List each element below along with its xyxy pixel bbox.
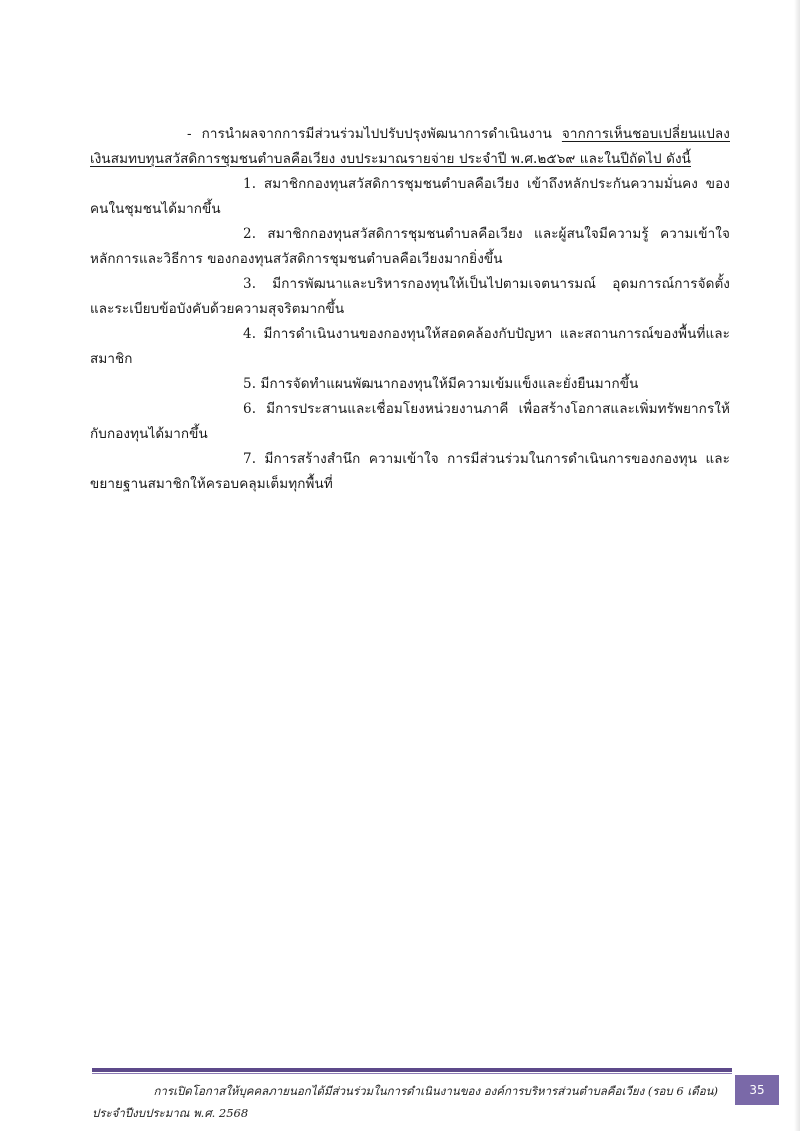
list-item-7: 7. มีการสร้างสำนึก ความเข้าใจ การมีส่วนร่วมในการดำเนินการของกองทุน และขยายฐานสมาชิกให้ครอบคลุมเต็มทุกพื้นที่ — [90, 451, 730, 492]
footer-title: การเปิดโอกาสให้บุคคลภายนอกได้มีส่วนร่วมในการดำเนินงานของ องค์การบริหารส่วนตำบลคือเวียง (รอบ 6 เดือน) — [153, 1084, 718, 1098]
page-number-badge — [735, 1075, 779, 1105]
intro-lead: - การนำผลจากการมีส่วนร่วมไปปรับปรุงพัฒนาการดำเนินงาน — [187, 126, 562, 142]
footer-divider — [92, 1068, 732, 1072]
list-item-1: 1. สมาชิกกองทุนสวัสดิการชุมชนตำบลคือเวียง เข้าถึงหลักประกันความมั่นคง ของคนในชุมชนได้มากขึ้น — [90, 176, 730, 217]
footer — [92, 1080, 718, 1124]
footer-divider-thin — [92, 1073, 732, 1074]
footer-fiscal-year: ประจำปีงบประมาณ พ.ศ. 2568 — [92, 1106, 249, 1120]
intro-paragraph — [90, 122, 730, 172]
list-item-2: 2. สมาชิกกองทุนสวัสดิการชุมชนตำบลคือเวียง และผู้สนใจมีความรู้ ความเข้าใจ หลักการและวิธีการ ของกองทุนสวัสดิการชุมชนตำบลคือเวียงมากยิ่งขึ้น — [90, 226, 730, 267]
page-number: 35 — [749, 1083, 765, 1097]
document-body — [90, 122, 730, 497]
intro-underlined: จากการเห็นชอบเปลี่ยนแปลงเงินสมทบทุนสวัสดิการชุมชนตำบลคือเวียง งบประมาณรายจ่าย ประจำปี พ.ศ.๒๕๖๙ และในปีถัดไป ดังนี้ — [90, 126, 730, 167]
page-edge-shadow — [794, 0, 800, 1131]
list-item-6: 6. มีการประสานและเชื่อมโยงหน่วยงานภาคี เพื่อสร้างโอกาสและเพิ่มทรัพยากรให้กับกองทุนได้มากขึ้น — [90, 401, 730, 442]
list-item-5: 5. มีการจัดทำแผนพัฒนากองทุนให้มีความเข้มแข็งและยั่งยืนมากขึ้น — [243, 376, 639, 392]
list-item-4: 4. มีการดำเนินงานของกองทุนให้สอดคล้องกับปัญหา และสถานการณ์ของพื้นที่และสมาชิก — [90, 326, 730, 367]
list-item-3: 3. มีการพัฒนาและบริหารกองทุนให้เป็นไปตามเจตนารมณ์ อุดมการณ์การจัดตั้ง และระเบียบข้อบังคับด้วยความสุจริตมากขึ้น — [90, 276, 730, 317]
